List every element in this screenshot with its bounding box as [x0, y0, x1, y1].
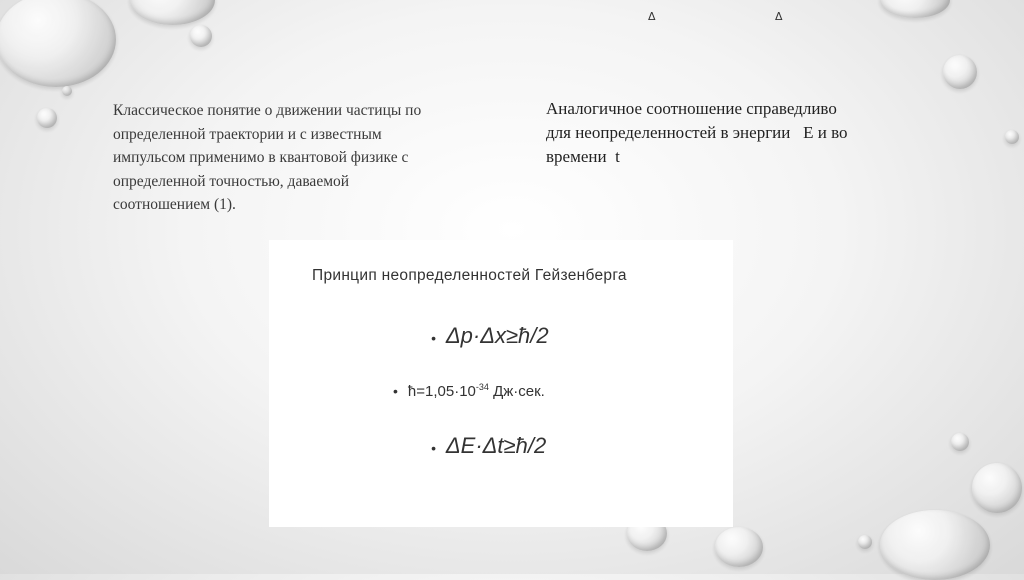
- bullet: •: [393, 383, 398, 399]
- water-drop: [190, 25, 212, 47]
- water-drop: [62, 86, 72, 96]
- text-line: определенной точностью, даваемой: [113, 172, 350, 190]
- water-drop: [943, 55, 977, 89]
- delta-symbol: Δ: [775, 10, 783, 23]
- right-paragraph: [546, 97, 946, 169]
- formula-text: Δp·Δx≥ħ/2: [445, 323, 549, 348]
- water-drop: [972, 463, 1022, 513]
- formula-unit: Дж·сек.: [488, 383, 545, 400]
- water-drop: [880, 0, 950, 18]
- text-line: соотношением (1).: [113, 196, 236, 213]
- formula-text: [408, 382, 545, 400]
- delta-symbol: Δ: [648, 10, 656, 23]
- water-drop: [858, 535, 872, 549]
- water-drop: [880, 510, 990, 580]
- text-line: импульсом применимо в квантовой физике с: [113, 149, 409, 166]
- text-line: Аналогичное соотношение справедливо: [546, 99, 837, 118]
- water-drop: [715, 527, 763, 567]
- left-paragraph: [113, 99, 513, 217]
- formula-momentum-position: [431, 323, 549, 349]
- text-line: Классическое понятие о движении частицы по: [113, 102, 422, 119]
- water-drop: [951, 433, 969, 451]
- heisenberg-formula-box: [269, 240, 733, 527]
- water-drop: [0, 0, 116, 87]
- box-title: Принцип неопределенностей Гейзенберга: [312, 267, 627, 284]
- formula-planck-constant: [393, 382, 545, 400]
- bullet: •: [431, 330, 436, 346]
- water-drop: [130, 0, 215, 25]
- text-line: определенной траектории и с известным: [113, 125, 382, 143]
- formula-exponent: -34: [475, 382, 489, 392]
- water-drop: [37, 108, 57, 128]
- text-line: времени t: [546, 147, 620, 166]
- formula-text: ΔE·Δt≥ħ/2: [445, 433, 547, 458]
- formula-energy-time: [431, 433, 546, 459]
- water-drop: [1005, 130, 1019, 144]
- text-line: для неопределенностей в энергии E и во: [546, 123, 848, 142]
- formula-base: ħ=1,05·10: [407, 383, 476, 400]
- bullet: •: [431, 440, 436, 456]
